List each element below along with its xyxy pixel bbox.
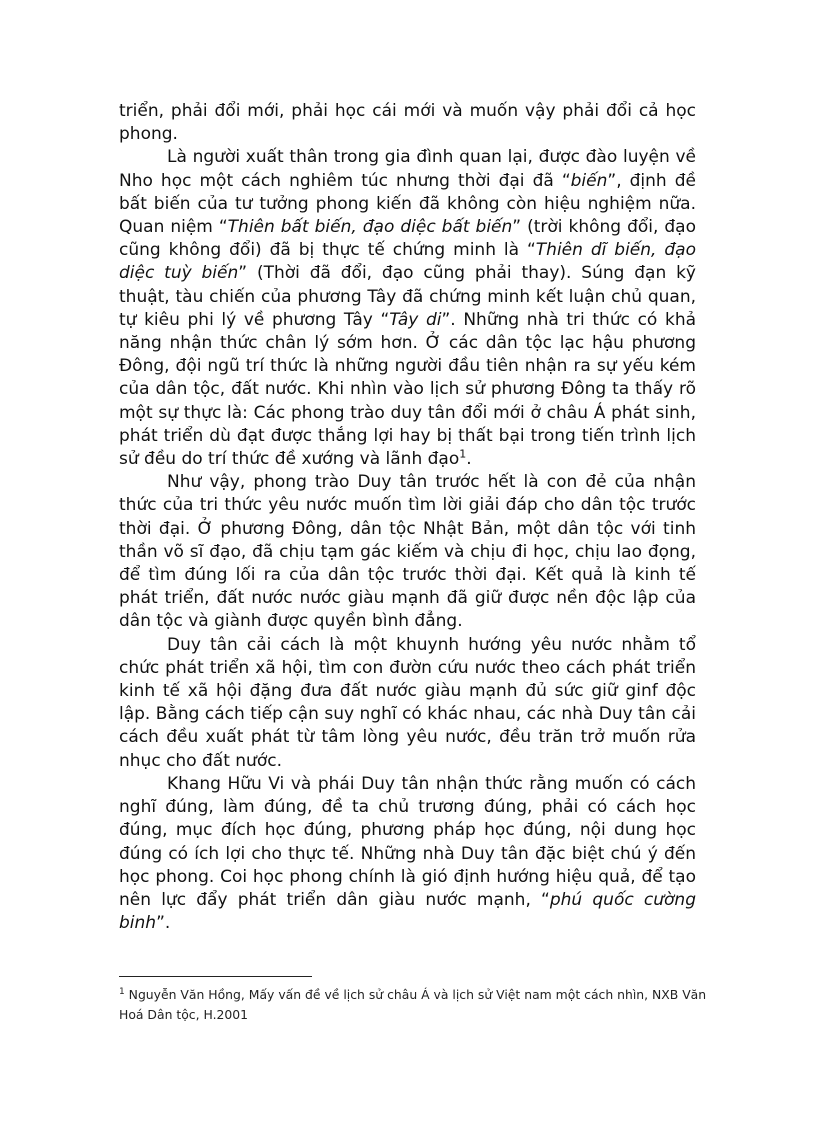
paragraph xyxy=(119,146,696,471)
paragraph xyxy=(119,471,696,633)
italic-quote: Tây di xyxy=(389,309,442,330)
paragraph xyxy=(119,773,696,935)
text-run: ” (trời không đổi, đạo cũng không đổi) đã bị thực tế chứng minh là “ xyxy=(119,217,696,261)
italic-quote: Thiên bất biến, đạo diệc bất biến xyxy=(227,217,513,238)
italic-quote: phú quốc cường binh xyxy=(119,889,696,934)
paragraph xyxy=(119,100,696,146)
footnote xyxy=(119,985,709,1025)
footnote-separator xyxy=(119,976,312,977)
text-run: ”. xyxy=(156,913,171,934)
text-run: Như vậy, phong trào Duy tân trước hết là con đẻ của nhận thức của tri thức yêu nước muốn tìm lời giải đáp cho dân tộc trước thời đại. Ở phương Đông, dân tộc Nhật Bản, một dân tộc với tinh thần võ sĩ đạo, đã chịu tạm gác kiếm và chịu đi học, chịu lao đọng, để tìm đúng lối ra của dân tộc trước thời đại. Kết quả là kinh tế phát triển, đất nước nước giàu mạnh đã giữ được nền độc lập của dân tộc và giành được quyền bình đẳng. xyxy=(119,472,696,632)
footnote-text: Nguyễn Văn Hồng, Mấy vấn đề về lịch sử châu Á và lịch sử Việt nam một cách nhìn, NXB Văn Hoá Dân tộc, H.2001 xyxy=(119,987,707,1022)
text-run: . xyxy=(466,449,472,470)
italic-quote: biến xyxy=(570,170,608,191)
text-run: ”, định đề bất biến của tư tưởng phong kiến đã không còn hiệu nghiệm nữa. Quan niệm “ xyxy=(119,170,697,238)
text-run: ”. Những nhà tri thức có khả năng nhận thức chân lý sớm hơn. Ở các dân tộc lạc hậu phương Đông, đội ngũ trí thức là những người đầu tiên nhận ra sự yếu kém của dân tộc, đất nước. Khi nhìn vào lịch sử phương Đông ta thấy rõ một sự thực là: Các phong trào duy tân đổi mới ở châu Á phát sinh, phát triển dù đạt được thắng lợi hay bị thất bại trong tiến trình lịch sử đều do trí thức đề xướng và lãnh đạo xyxy=(119,309,697,470)
footnote-item xyxy=(119,985,709,1025)
italic-quote: Thiên dĩ biến, đạo diệc tuỳ biến xyxy=(119,240,696,284)
footnote-reference: 1 xyxy=(459,447,467,461)
paragraph xyxy=(119,634,696,773)
body-text xyxy=(119,100,696,935)
text-run: Là người xuất thân trong gia đình quan lại, được đào luyện về Nho học một cách nghiêm túc nhưng thời đại đã “ xyxy=(119,147,696,191)
text-run: Khang Hữu Vi và phái Duy tân nhận thức rằng muốn có cách nghĩ đúng, làm đúng, đề ta chủ trương đúng, phải có cách học đúng, mục đích học đúng, phương pháp học đúng, nội dung học đúng có ích lợi cho thực tế. Những nhà Duy tân đặc biệt chú ý đến học phong. Coi học phong chính là gió định hướng hiệu quả, để tạo nên lực đẩy phát triển dân giàu nước mạnh, “ xyxy=(119,773,696,910)
text-run: triển, phải đổi mới, phải học cái mới và muốn vậy phải đổi cả học phong. xyxy=(119,101,696,145)
text-run: ” (Thời đã đổi, đạo cũng phải thay). Súng đạn kỹ thuật, tàu chiến của phương Tây đã chứng minh kết luận chủ quan, tự kiêu phi lý về phương Tây “ xyxy=(119,263,696,330)
footnote-marker: 1 xyxy=(119,986,125,997)
text-run: Duy tân cải cách là một khuynh hướng yêu nước nhằm tổ chức phát triển xã hội, tìm con đườn cứu nước theo cách phát triển kinh tế xã hội đặng đưa đất nước giàu mạnh đủ sức giữ ginf độc lập. Bằng cách tiếp cận suy nghĩ có khác nhau, các nhà Duy tân cải cách đều xuất phát từ tâm lòng yêu nước, đều trăn trở muốn rửa nhục cho đất nước. xyxy=(119,634,696,771)
